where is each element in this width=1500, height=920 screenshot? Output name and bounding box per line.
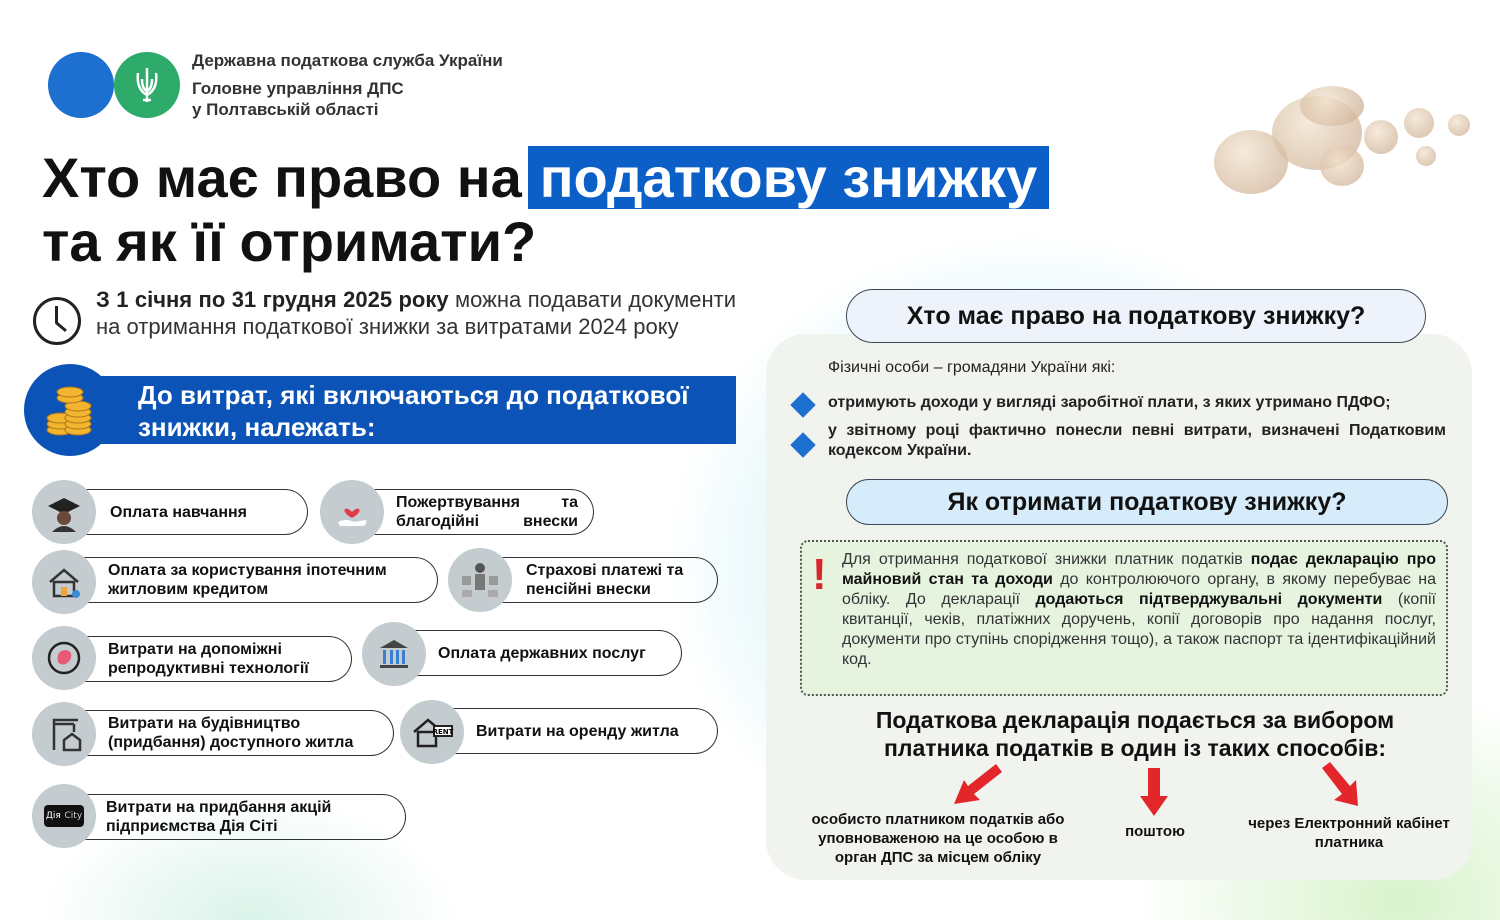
expense-item-donations: Пожертвування та благодійні внески bbox=[352, 489, 594, 535]
crane-construction-icon bbox=[32, 702, 96, 766]
org-name: Державна податкова служба України bbox=[192, 51, 503, 70]
arrow-down-right-icon bbox=[1318, 760, 1362, 808]
expense-item-insurance: Страхові платежі та пенсійні внески bbox=[480, 557, 718, 603]
expense-item-education: Оплата навчання bbox=[64, 489, 308, 535]
government-building-icon bbox=[362, 622, 426, 686]
page-title-line1: Хто має право на податкову знижку bbox=[42, 148, 1049, 208]
diia-city-icon: Дія City bbox=[32, 784, 96, 848]
exclamation-icon: ! bbox=[812, 550, 827, 599]
intro-text: З 1 січня по 31 грудня 2025 року можна подавати документи на отримання податкової знижки за витратами 2024 року bbox=[96, 287, 736, 339]
arrow-down-left-icon bbox=[946, 760, 1006, 808]
coins-stack-icon bbox=[24, 364, 116, 456]
method-e-cabinet: через Електронний кабінет платника bbox=[1248, 815, 1450, 851]
rent-house-icon bbox=[400, 700, 464, 764]
expense-item-mortgage: Оплата за користування іпотечним житловим кредитом bbox=[64, 557, 438, 603]
donation-heart-icon bbox=[320, 480, 384, 544]
page-title-line2: та як її отримати? bbox=[42, 210, 537, 273]
house-mortgage-icon bbox=[32, 550, 96, 614]
method-in-person: особисто платником податків або уповноваженою на це особою в орган ДПС за місцем обліку bbox=[811, 811, 1065, 866]
who-bullet-1: отримують доходи у вигляді заробітної плати, з яких утримано ПДФО; bbox=[828, 394, 1391, 411]
how-info-text: Для отримання податкової знижки платник податків подає декларацію про майновий стан та доходи до контролюючого органу, в якому перебуває на обліку. До декларації додаються підтверджувальні документи (копії квитанції, чеків, платіжних доручень, копії договорів про надання послуг, документи про ступінь спорідження тощо), а також паспорт та ідентифікаційний код. bbox=[842, 551, 1436, 668]
clock-icon bbox=[33, 297, 81, 345]
arrow-down-icon bbox=[1138, 766, 1170, 818]
methods-heading: Податкова декларація подається за вибором платника податків в один із таких способів: bbox=[875, 707, 1395, 761]
who-intro: Фізичні особи – громадяни України які: bbox=[828, 359, 1116, 376]
title-highlight: податкову знижку bbox=[528, 146, 1050, 209]
svg-text:RENT: RENT bbox=[432, 728, 454, 736]
embryo-icon bbox=[32, 626, 96, 690]
graduate-icon bbox=[32, 480, 96, 544]
method-mail: поштою bbox=[1125, 823, 1185, 840]
trident-logo-icon bbox=[114, 52, 180, 118]
how-heading: Як отримати податкову знижку? bbox=[846, 479, 1448, 525]
expense-item-diia-city: Витрати на придбання акцій підприємства Дія Сіті bbox=[64, 794, 406, 840]
logo-blue-circle bbox=[48, 52, 114, 118]
org-department: Головне управління ДПС bbox=[192, 79, 404, 98]
insurance-icon bbox=[448, 548, 512, 612]
expenses-heading: До витрат, які включаються до податкової знижки, належать: bbox=[60, 376, 736, 444]
expense-item-gov-services: Оплата державних послуг bbox=[394, 630, 682, 676]
who-bullet-2: у звітному році фактично понесли певні витрати, визначені Податковим кодексом України. bbox=[828, 422, 1446, 459]
who-heading: Хто має право на податкову знижку? bbox=[846, 289, 1426, 343]
expense-item-construction: Витрати на будівництво (придбання) доступного житла bbox=[64, 710, 394, 756]
expense-item-reproductive: Витрати на допоміжні репродуктивні технології bbox=[64, 636, 352, 682]
org-region: у Полтавській області bbox=[192, 100, 379, 119]
expense-item-rent: Витрати на оренду житла bbox=[432, 708, 718, 754]
